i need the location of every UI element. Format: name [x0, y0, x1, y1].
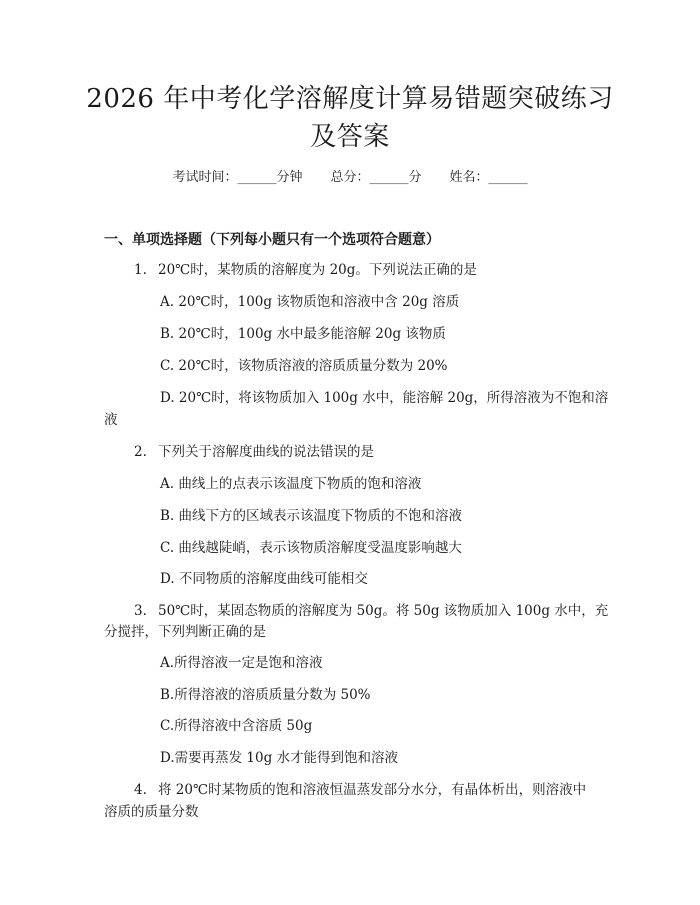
title-line-2: 及答案: [310, 122, 390, 152]
section-heading: 一、单项选择题（下列每小题只有一个选项符合题意）: [104, 232, 440, 248]
question-number: 1.: [134, 262, 147, 278]
q1-option-d-wrap: 液: [104, 412, 118, 428]
q2-option-c: C. 曲线越陡峭，表示该物质溶解度受温度影响越大: [160, 540, 462, 556]
total-score: 总分：______分: [330, 170, 422, 185]
q1-option-c: C. 20℃时，该物质溶液的溶质质量分数为 20%: [160, 358, 448, 374]
q3-option-c: C.所得溶液中含溶质 50g: [160, 718, 313, 734]
student-name: 姓名：______: [449, 170, 528, 185]
question-stem: 将 20℃时某物质的饱和溶液恒温蒸发部分水分，有晶体析出，则溶液中: [158, 782, 587, 798]
question-2: [134, 442, 374, 462]
exam-time: 考试时间：______分钟: [172, 170, 303, 185]
q3-option-d: D.需要再蒸发 10g 水才能得到饱和溶液: [160, 750, 399, 766]
q2-option-b: B. 曲线下方的区域表示该温度下物质的不饱和溶液: [160, 508, 463, 524]
q3-option-a: A.所得溶液一定是饱和溶液: [160, 655, 323, 671]
q1-option-b: B. 20℃时，100g 水中最多能溶解 20g 该物质: [160, 326, 446, 342]
q4-stem-wrap: 溶质的质量分数: [104, 804, 199, 820]
title-line-1: 2026 年中考化学溶解度计算易错题突破练习: [86, 84, 614, 114]
q1-option-d: D. 20℃时，将该物质加入 100g 水中，能溶解 20g，所得溶液为不饱和溶: [160, 390, 609, 406]
question-number: 3.: [134, 603, 147, 619]
question-1: [134, 260, 477, 280]
q1-option-a: A. 20℃时，100g 该物质饱和溶液中含 20g 溶质: [160, 294, 460, 310]
question-number: 2.: [134, 444, 147, 460]
question-stem: 20℃时，某物质的溶解度为 20g。下列说法正确的是: [158, 262, 477, 278]
q3-stem-wrap: 分搅拌，下列判断正确的是: [104, 624, 266, 640]
question-3: [134, 601, 608, 621]
question-stem: 50℃时，某固态物质的溶解度为 50g。将 50g 该物质加入 100g 水中，充: [158, 603, 609, 619]
exam-meta: [0, 168, 700, 188]
question-number: 4.: [134, 782, 147, 798]
document-title: [0, 80, 700, 156]
q2-option-a: A. 曲线上的点表示该温度下物质的饱和溶液: [160, 476, 422, 492]
question-stem: 下列关于溶解度曲线的说法错误的是: [158, 444, 374, 460]
question-4: [134, 780, 586, 800]
q2-option-d: D. 不同物质的溶解度曲线可能相交: [160, 571, 368, 587]
q3-option-b: B.所得溶液的溶质质量分数为 50%: [160, 687, 371, 703]
